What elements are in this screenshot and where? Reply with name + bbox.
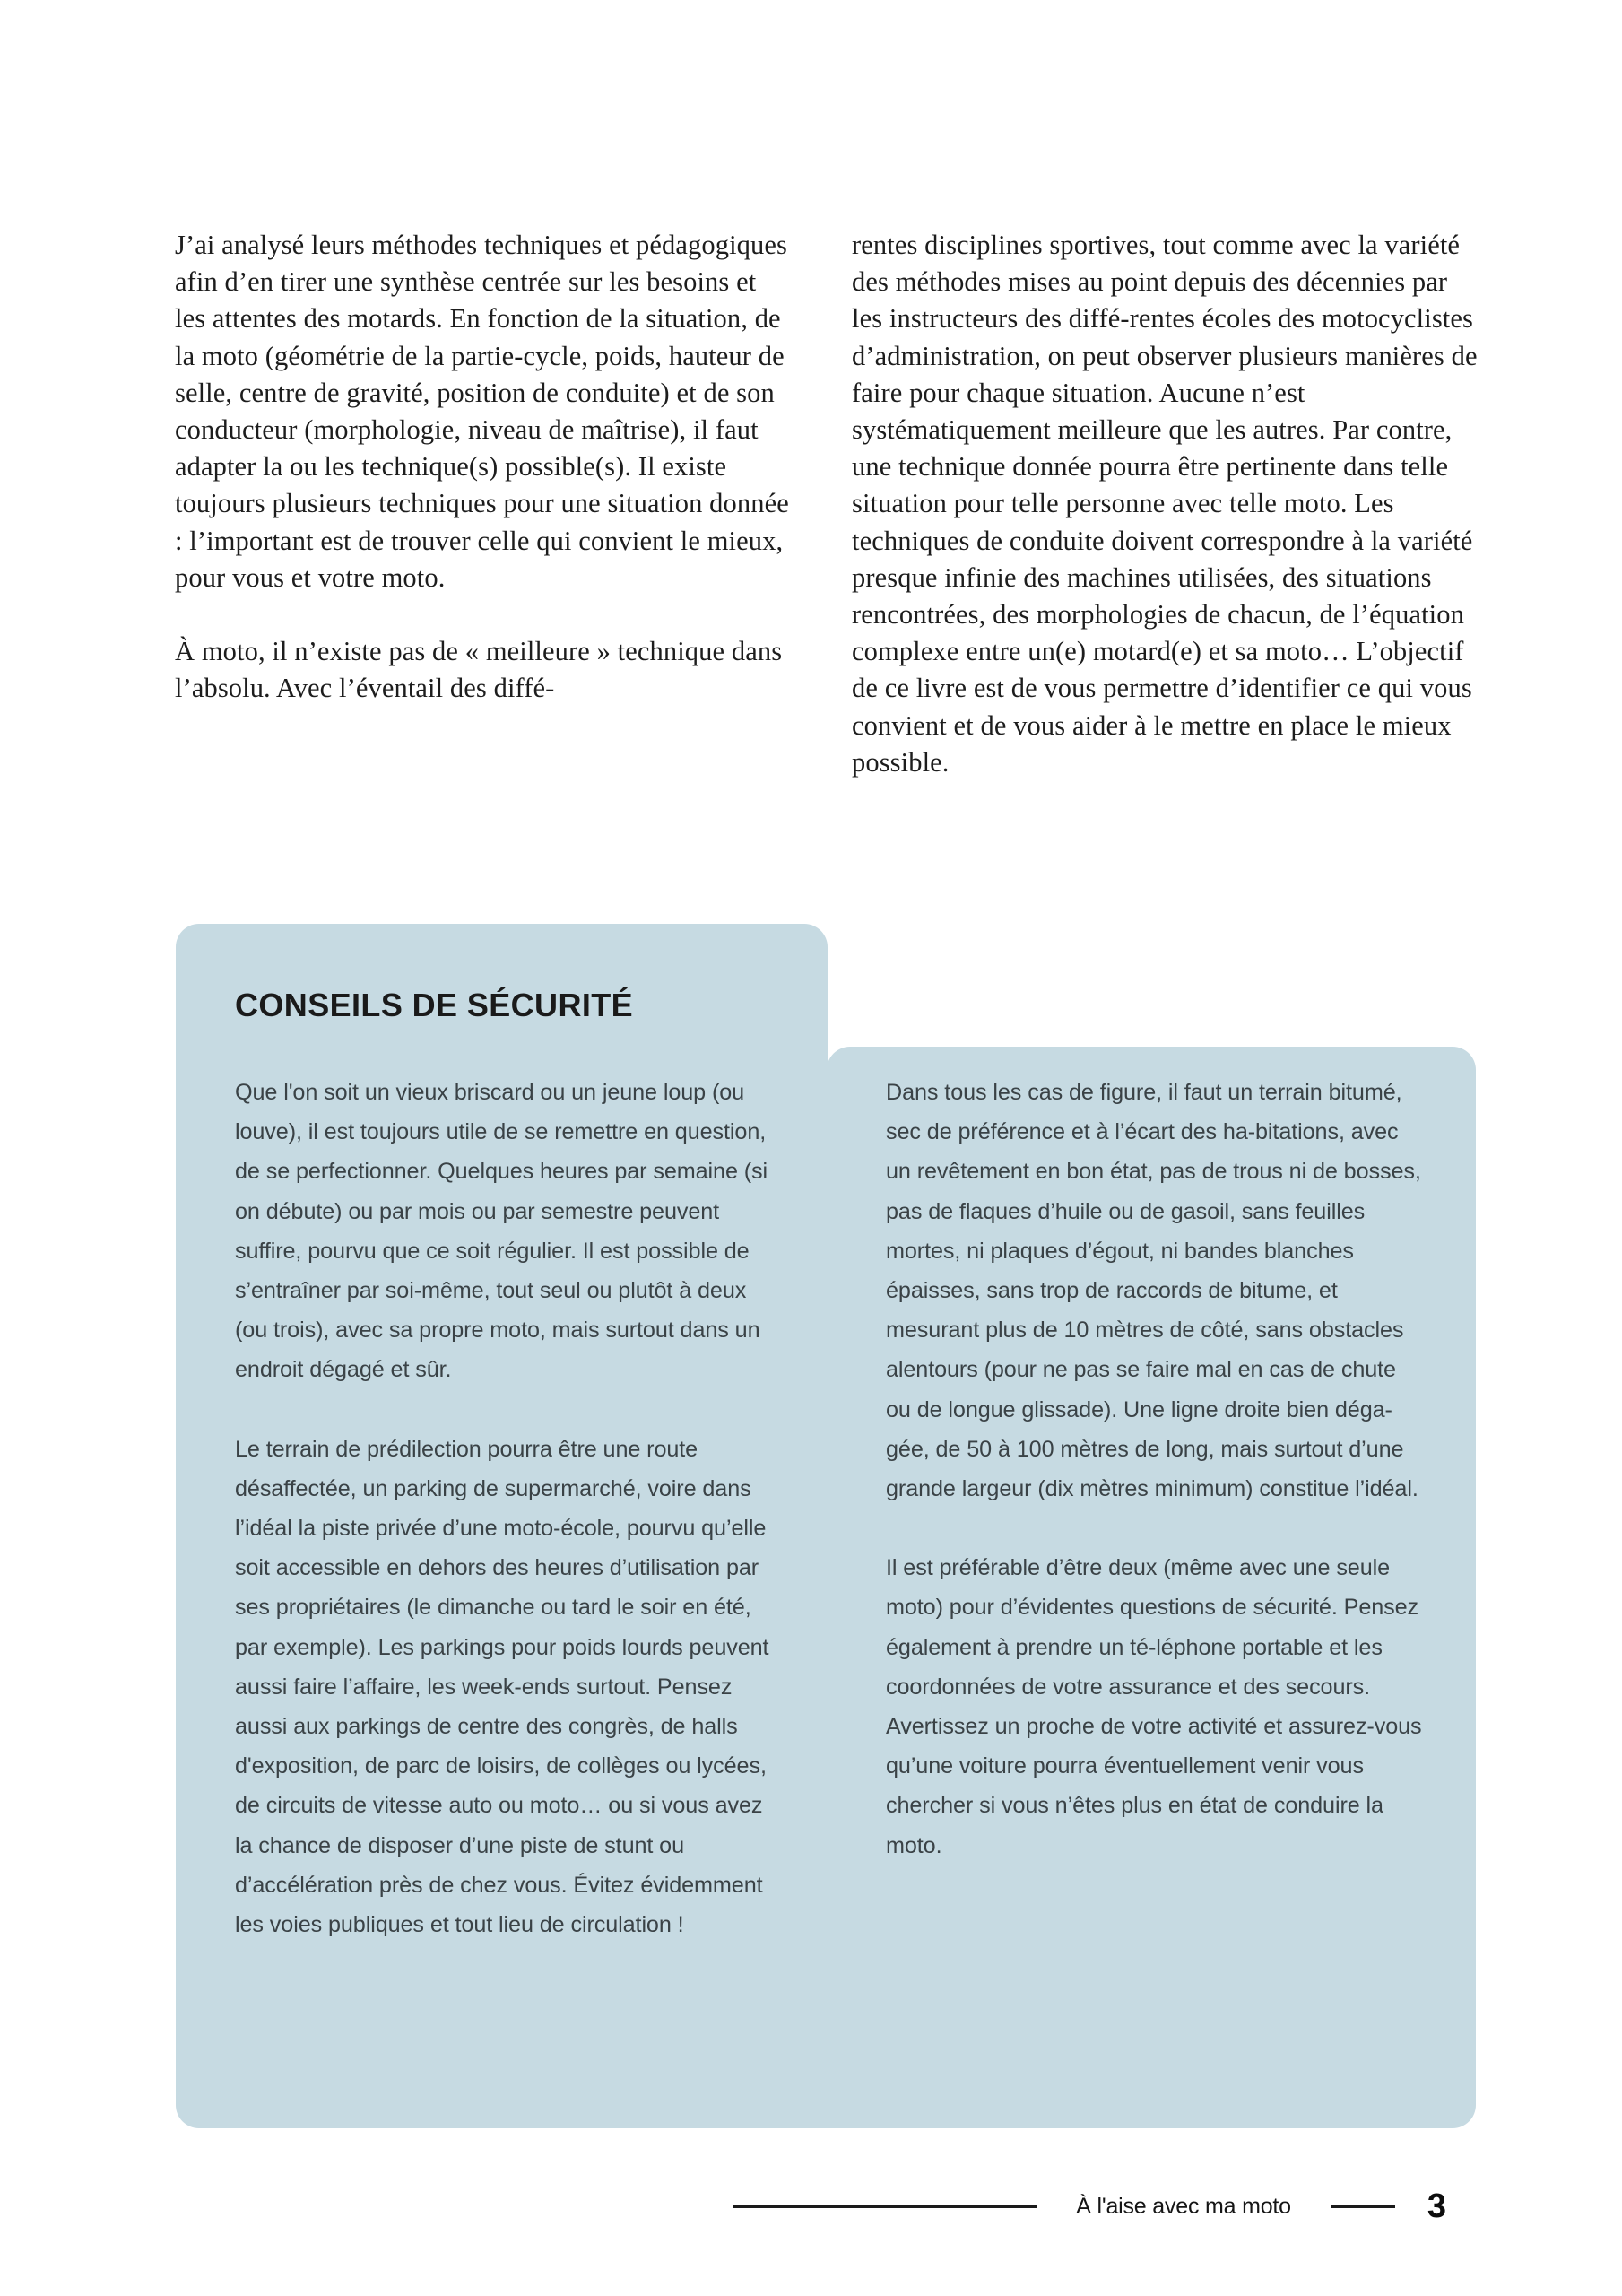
callout-left-column [235,1073,773,1944]
footer-rule-long [733,2205,1037,2208]
page-number: 3 [1427,2187,1446,2225]
callout-right-paragraph-1: Dans tous les cas de figure, il faut un terrain bitumé, sec de préférence et à l’écart des ha-bitations, avec un revêtement en bon état, pas de trous ni de bosses, pas de flaques d’huile ou de gasoil, sans feuilles mortes, ni plaques d’égout, ni bandes blanches épaisses, sans trop de raccords de bitume, et mesurant plus de 10 mètres de côté, sans obstacles alentours (pour ne pas se faire mal en cas de chute ou de longue glissade). Une ligne droite bien déga-gée, de 50 à 100 mètres de long, mais surtout d’une grande largeur (dix mètres minimum) constitue l’idéal. [886,1080,1421,1502]
callout-shape-seam [807,1067,848,2128]
callout-left-paragraph-1: Que l'on soit un vieux briscard ou un jeune loup (ou louve), il est toujours utile de se remettre en question, de se perfectionner. Quelques heures par semaine (si on débute) ou par mois ou par semestre peuvent suffire, pourvu que ce soit régulier. Il est possible de s’entraîner par soi-même, tout seul ou plutôt à deux (ou trois), avec sa propre moto, mais surtout dans un endroit dégagé et sûr. [235,1080,768,1383]
callout-title: CONSEILS DE SÉCURITÉ [235,987,634,1023]
body-left-column [175,227,794,707]
callout-right-column [886,1073,1424,1866]
body-left-paragraph-2: À moto, il n’existe pas de « meilleure » technique dans l’absolu. Avec l’éventail des diffé- [175,636,783,704]
body-left-paragraph-1: J’ai analysé leurs méthodes techniques et pédagogiques afin d’en tirer une synthèse centrée sur les besoins et les attentes des motards. En fonction de la situation, de la moto (géométrie de la partie-cycle, poids, hauteur de selle, centre de gravité, position de conduite) et de son conducteur (morphologie, niveau de maîtrise), il faut adapter la ou les technique(s) possible(s). Il existe toujours plusieurs techniques pour une situation donnée : l’important est de trouver celle qui convient le mieux, pour vous et votre moto. [175,230,789,593]
callout-right-paragraph-2: Il est préférable d’être deux (même avec une seule moto) pour d’évidentes questions de sécurité. Pensez également à prendre un té-léphone portable et les coordonnées de votre assurance et des secours. Avertissez un proche de votre activité et assurez-vous qu’une voiture pourra éventuellement venir vous chercher si vous n’êtes plus en état de conduire la moto. [886,1555,1422,1858]
footer-rule-short [1331,2205,1395,2208]
footer-book-title: À l'aise avec ma moto [1076,2193,1291,2219]
callout-left-paragraph-2: Le terrain de prédilection pourra être une route désaffectée, un parking de supermarché, voire dans l’idéal la piste privée d’une moto-école, pourvu qu’elle soit accessible en dehors des heures d’utilisation par ses propriétaires (le dimanche ou tard le soir en été, par exemple). Les parkings pour poids lourds peuvent aussi faire l’affaire, les week-ends surtout. Pensez aussi aux parkings de centre des congrès, de halls d'exposition, de parc de loisirs, de collèges ou lycées, de circuits de vitesse auto ou moto… ou si vous avez la chance de disposer d’une piste de stunt ou d’accélération près de chez vous. Évitez évidemment les voies publiques et tout lieu de circulation ! [235,1436,769,1938]
body-right-column [852,227,1479,781]
body-right-paragraph-1: rentes disciplines sportives, tout comme avec la variété des méthodes mises au point depuis des décennies par les instructeurs des diffé-rentes écoles des motocyclistes d’administration, on peut observer plusieurs manières de faire pour chaque situation. Aucune n’est systématiquement meilleure que les autres. Par contre, une technique donnée pourra être pertinente dans telle situation pour telle personne avec telle moto. Les techniques de conduite doivent correspondre à la variété presque infinie des machines utilisées, des situations rencontrées, des morphologies de chacun, de l’équation complexe entre un(e) motard(e) et sa moto… L’objectif de ce livre est de vous permettre d’identifier ce qui vous convient et de vous aider à le mettre en place le mieux possible. [852,230,1478,778]
page-footer [0,2179,1622,2233]
